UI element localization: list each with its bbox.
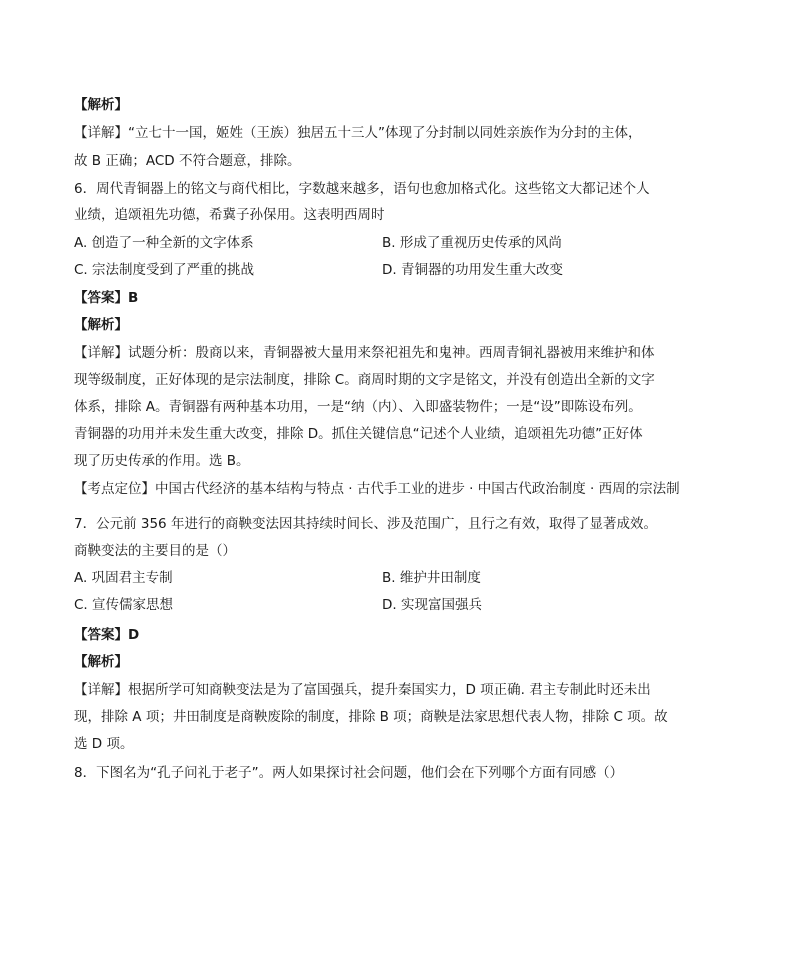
q6-option-a: A. 创造了一种全新的文字体系 [74, 235, 254, 251]
q5-detail-line-2: 故 B 正确；ACD 不符合题意，排除。 [74, 153, 301, 169]
q6-option-c: C. 宗法制度受到了严重的挑战 [74, 262, 255, 278]
q6-option-b: B. 形成了重视历史传承的风尚 [382, 235, 562, 251]
q7-stem-line-1: 7．公元前 356 年进行的商鞅变法因其持续时间长、涉及范围广，且行之有效，取得了显著成效。 [74, 516, 657, 532]
q7-detail-line-1: 【详解】根据所学可知商鞅变法是为了富国强兵，提升秦国实力，D 项正确. 君主专制此时还未出 [74, 682, 651, 698]
q6-detail-line-3: 体系，排除 A。青铜器有两种基本功用，一是“纳（内）、入即盛装物件；一是“设”即陈设布列。 [74, 399, 642, 415]
q6-answer: 【答案】B [74, 290, 139, 306]
q6-detail-line-4: 青铜器的功用并未发生重大改变，排除 D。抓住关键信息“记述个人业绩，追颂祖先功德”正好体 [74, 426, 643, 442]
q7-detail-line-2: 现，排除 A 项；井田制度是商鞅废除的制度，排除 B 项；商鞅是法家思想代表人物，排除 C 项。故 [74, 709, 668, 725]
q6-option-d: D. 青铜器的功用发生重大改变 [382, 262, 563, 278]
q7-option-b: B. 维护井田制度 [382, 570, 481, 586]
q7-answer: 【答案】D [74, 627, 140, 643]
q5-analysis-heading: 【解析】 [74, 97, 128, 113]
q6-stem-line-2: 业绩，追颂祖先功德，希冀子孙保用。这表明西周时 [74, 207, 385, 223]
q7-option-a: A. 巩固君主专制 [74, 570, 173, 586]
q5-detail-line-1: 【详解】“立七十一国，姬姓（王族）独居五十三人”体现了分封制以同姓亲族作为分封的主体， [74, 125, 642, 141]
q8-stem: 8．下图名为“孔子问礼于老子”。两人如果探讨社会问题，他们会在下列哪个方面有同感（） [74, 765, 624, 781]
q6-detail-line-5: 现了历史传承的作用。选 B。 [74, 453, 250, 469]
q7-analysis-heading: 【解析】 [74, 654, 128, 670]
q6-kaodian: 【考点定位】中国古代经济的基本结构与特点 · 古代手工业的进步 · 中国古代政治制度 · 西周的宗法制 [74, 481, 680, 497]
q7-option-d: D. 实现富国强兵 [382, 597, 482, 613]
q6-detail-line-2: 现等级制度，正好体现的是宗法制度，排除 C。商周时期的文字是铭文，并没有创造出全新的文字 [74, 372, 655, 388]
q7-stem-line-2: 商鞅变法的主要目的是（） [74, 543, 236, 559]
q6-analysis-heading: 【解析】 [74, 317, 128, 333]
q7-option-c: C. 宣传儒家思想 [74, 597, 174, 613]
q6-detail-line-1: 【详解】试题分析：殷商以来，青铜器被大量用来祭祀祖先和鬼神。西周青铜礼器被用来维护和体 [74, 345, 655, 361]
q7-detail-line-3: 选 D 项。 [74, 736, 134, 752]
q6-stem-line-1: 6．周代青铜器上的铭文与商代相比，字数越来越多，语句也愈加格式化。这些铭文大都记述个人 [74, 181, 650, 197]
